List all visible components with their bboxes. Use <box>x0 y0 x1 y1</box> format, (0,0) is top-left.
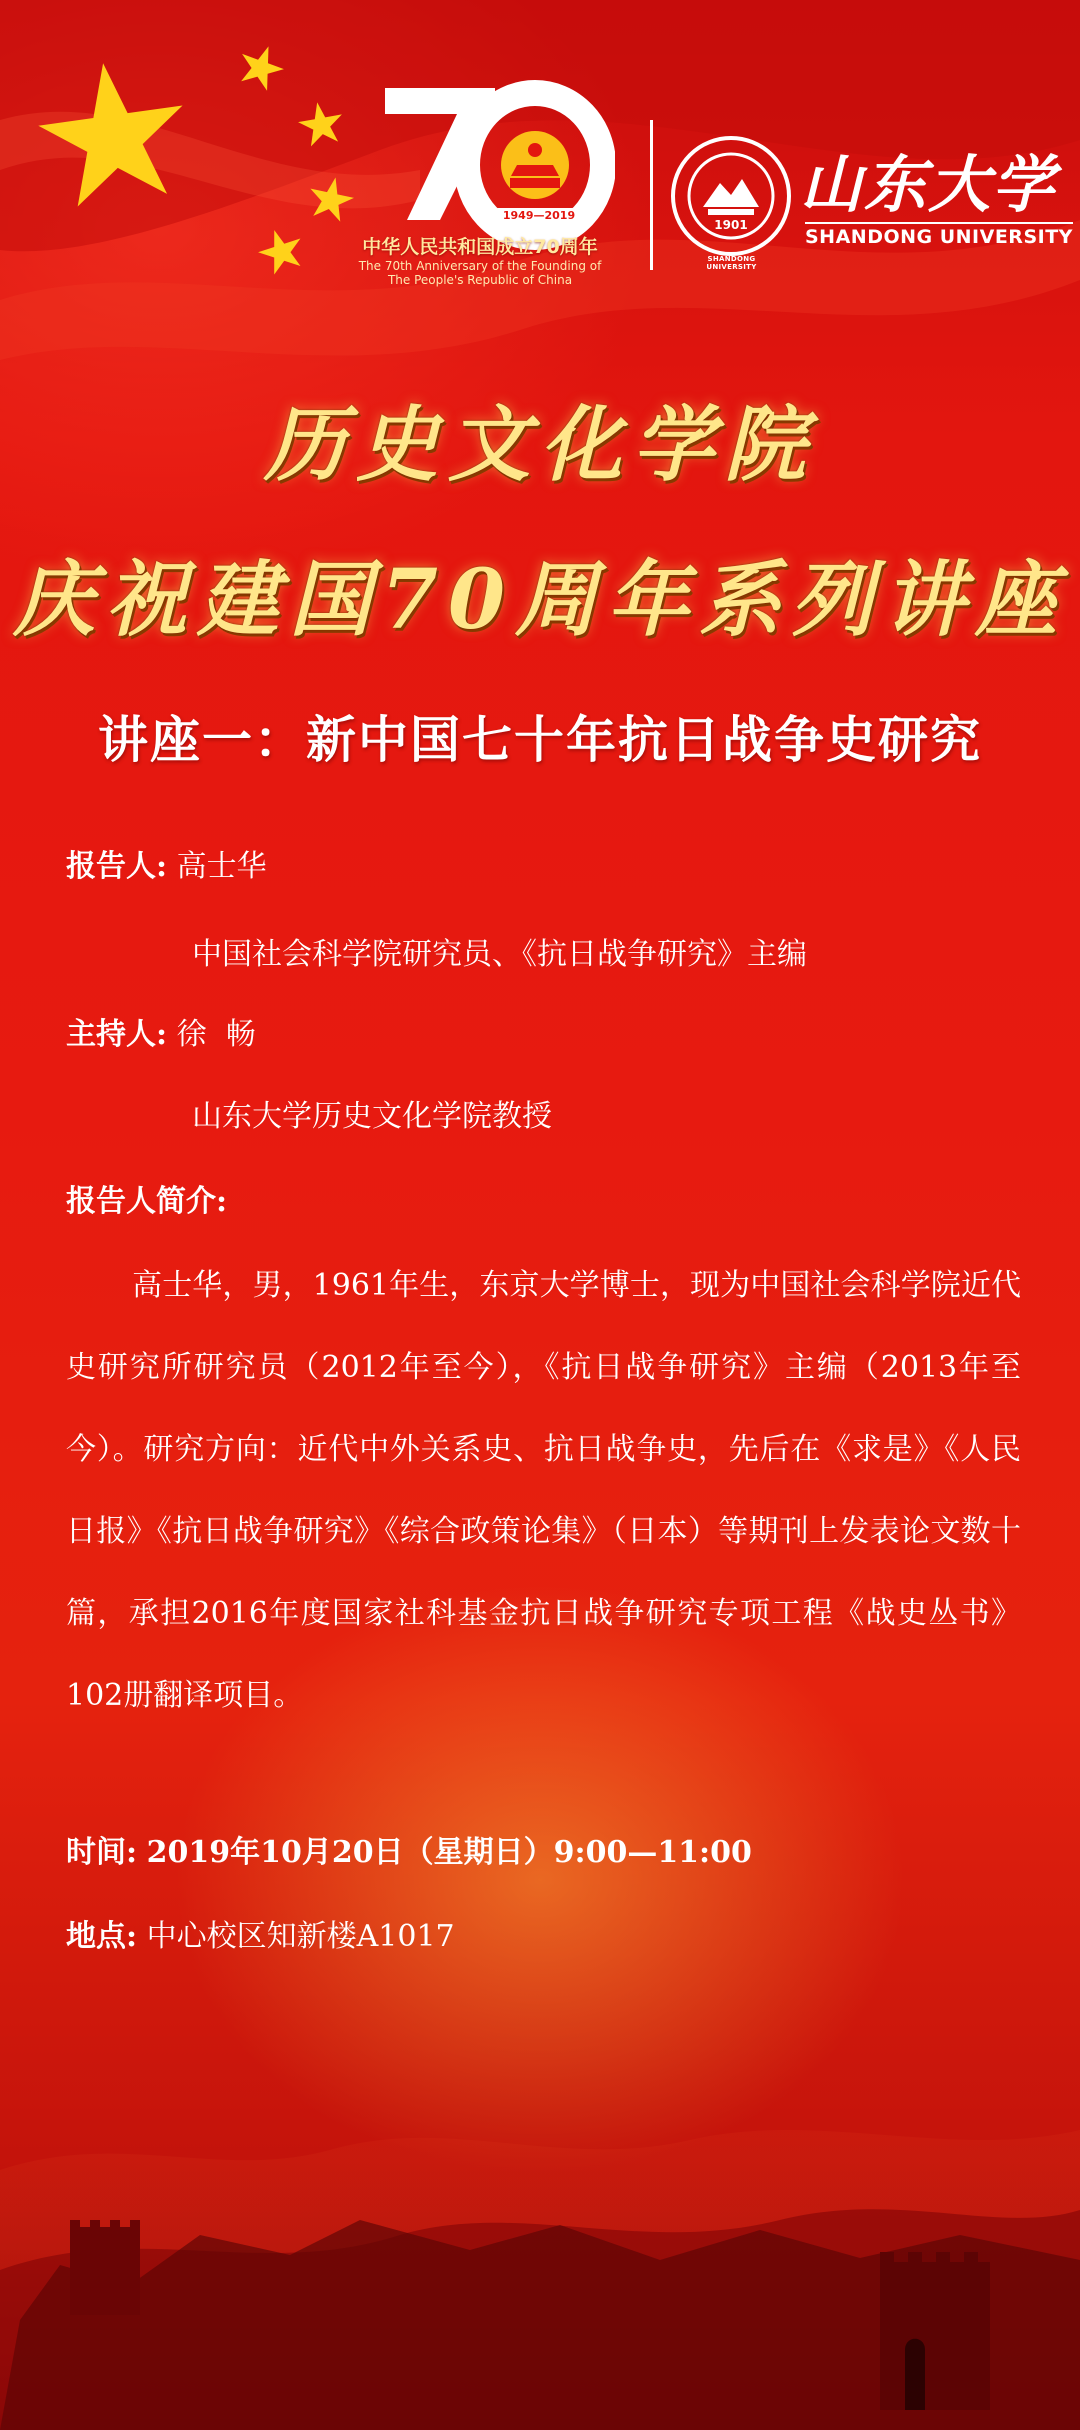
big-star-icon: ★ <box>13 13 213 256</box>
speaker-colon: : <box>156 849 168 884</box>
speaker-position: 中国社会科学院研究员、《抗日战争研究》主编 <box>192 937 807 972</box>
host-name: 徐 畅 <box>176 1017 256 1052</box>
time-label: 时间 <box>66 1835 126 1870</box>
anniversary-title-cn: 中华人民共和国成立70周年 <box>362 236 598 258</box>
lecture-title: 讲座一：新中国七十年抗日战争史研究 <box>98 710 982 769</box>
speaker-label: 报告人 <box>66 849 156 884</box>
speaker-line <box>66 849 267 884</box>
small-star-icon: ★ <box>289 86 353 162</box>
place-label: 地点 <box>66 1919 126 1954</box>
great-wall-illustration <box>0 2020 1080 2430</box>
series-title: 庆祝建国70周年系列讲座 <box>12 552 1068 648</box>
seal-year: 1901 <box>714 218 748 232</box>
small-star-icon: ★ <box>298 160 364 238</box>
host-colon: : <box>156 1017 168 1052</box>
small-star-icon: ★ <box>245 210 317 292</box>
bio-label: 报告人简介: <box>66 1184 228 1219</box>
college-title: 历史文化学院 <box>264 397 816 493</box>
university-name-cn: 山东大学 <box>800 148 1057 221</box>
university-name-en: SHANDONG UNIVERSITY <box>805 222 1073 248</box>
host-label: 主持人 <box>66 1017 156 1052</box>
time-value: 2019年10月20日（星期日）9:00—11:00 <box>146 1835 752 1870</box>
time-line <box>66 1835 752 1870</box>
speaker-name: 高士华 <box>176 849 267 884</box>
place-value: 中心校区知新楼A1017 <box>146 1919 455 1954</box>
anniversary-title-en-2: The People's Republic of China <box>387 273 573 287</box>
host-position: 山东大学历史文化学院教授 <box>192 1099 552 1134</box>
bio-paragraph: 高士华，男，1961年生，东京大学博士，现为中国社会科学院近代史研究所研究员（2012年至今），《抗日战争研究》主编（2013年至今）。研究方向：近代中外关系史、抗日战争史，先后在《求是》《人民日报》《抗日战争研究》《综合政策论集》（日本）等期刊上发表论文数十篇，承担2016年度国家社科基金抗日战争研究专项工程《战史丛书》102册翻译项目。 <box>66 1268 1021 1713</box>
anniversary-years: 1949—2019 <box>502 209 576 222</box>
host-line <box>66 1017 256 1052</box>
anniversary-text <box>345 232 615 287</box>
logo-divider <box>650 120 653 270</box>
place-colon: : <box>126 1919 138 1954</box>
bio-text <box>66 1245 1021 1737</box>
small-star-icon: ★ <box>224 26 298 108</box>
place-line <box>66 1919 455 1954</box>
seal-ring-text: SHANDONG UNIVERSITY <box>706 255 757 271</box>
anniversary-title-en-1: The 70th Anniversary of the Founding of <box>358 259 602 273</box>
university-seal <box>670 135 792 257</box>
time-colon: : <box>126 1835 138 1870</box>
